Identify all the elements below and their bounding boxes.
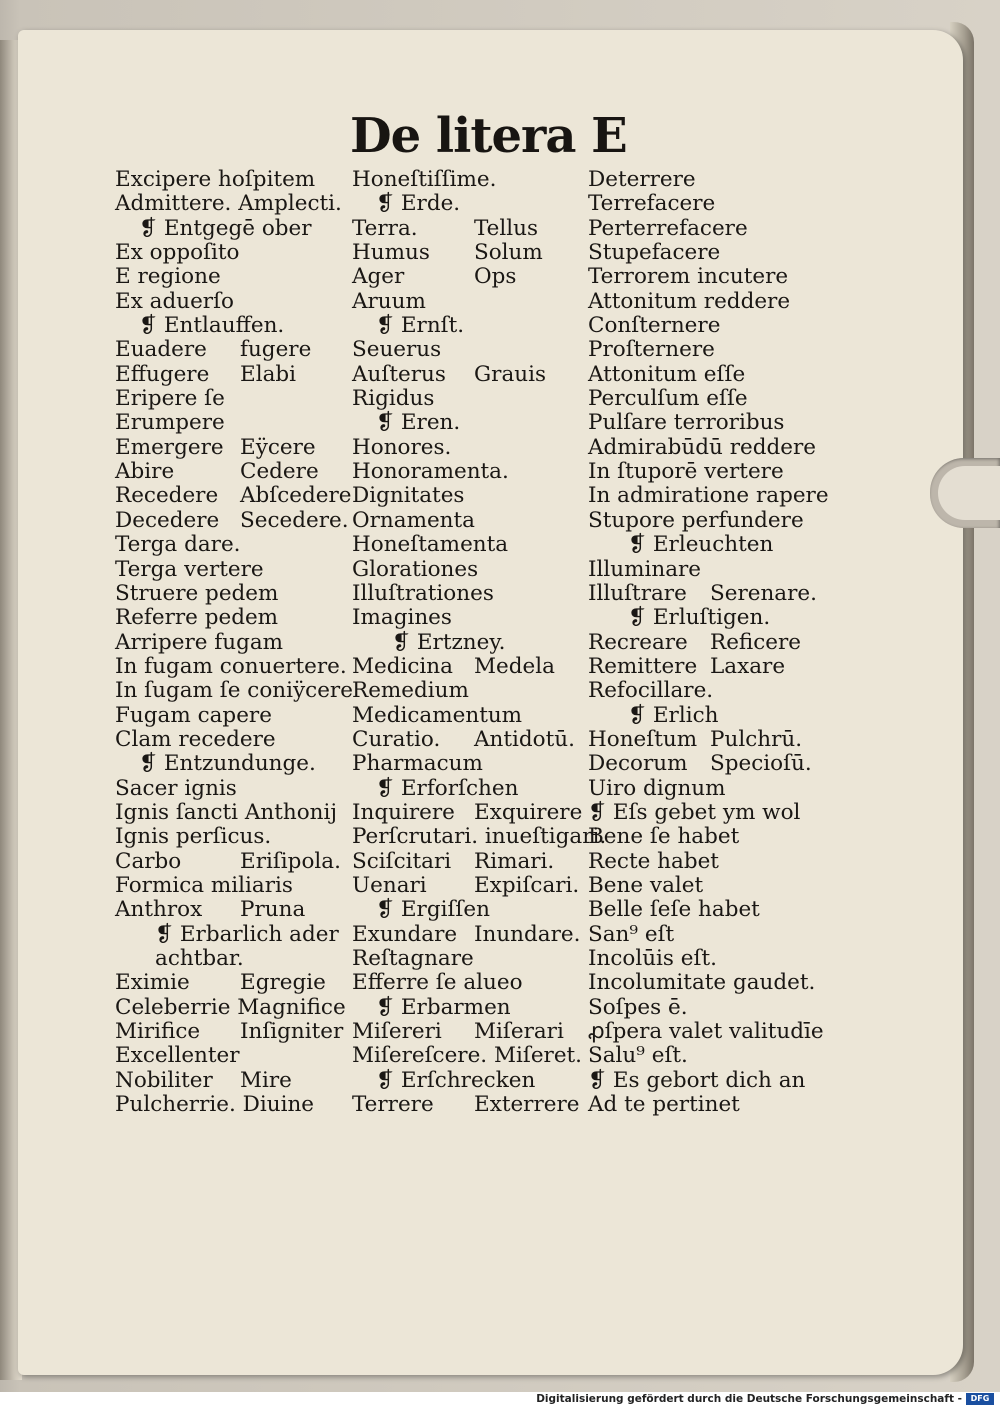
entry-text: Uiro dignum	[588, 775, 726, 801]
text-line	[352, 1044, 592, 1068]
text-line	[352, 217, 592, 241]
entry-text: Medicamentum	[352, 702, 523, 728]
entry-text: Pulſare terroribus	[588, 410, 785, 436]
text-line	[352, 460, 592, 484]
entry-text: Erumpere	[115, 410, 225, 436]
text-line	[352, 192, 592, 216]
text-line	[115, 582, 355, 606]
text-line	[588, 338, 828, 362]
text-line	[588, 411, 828, 435]
text-line	[588, 1093, 828, 1117]
text-line	[115, 679, 355, 703]
entry-text: Euadere	[115, 337, 207, 363]
entry-text: Bene valet	[588, 872, 704, 898]
text-line	[115, 655, 355, 679]
entry-text: Incolūis eſt.	[588, 946, 717, 971]
bookmark-tab	[930, 458, 1000, 528]
text-line	[115, 217, 355, 241]
entry-text: ❡ Ernſt.	[376, 313, 465, 339]
text-line	[352, 631, 592, 655]
entry-text-second: Inſigniter	[240, 1019, 344, 1045]
entry-text: ꝓſpera valet valitudīe	[588, 1019, 824, 1045]
text-line	[588, 996, 828, 1020]
text-line	[588, 850, 828, 874]
text-line	[115, 1044, 355, 1068]
text-line	[115, 411, 355, 435]
text-line	[352, 606, 592, 630]
entry-text: ❡ Erbarlich ader	[155, 921, 339, 947]
entry-text: Seuerus	[352, 337, 442, 363]
entry-text: Perculſum eſſe	[588, 386, 748, 412]
entry-text: Arripere fugam	[115, 629, 284, 655]
entry-text: Stupefacere	[588, 240, 721, 266]
entry-text-second: Grauis	[474, 361, 547, 387]
text-line	[352, 265, 592, 289]
entry-text: Rigidus	[352, 386, 435, 412]
entry-text: Conſternere	[588, 313, 721, 339]
text-line	[115, 168, 355, 192]
text-line	[115, 558, 355, 582]
entry-text: E regione	[115, 264, 221, 290]
text-line	[352, 801, 592, 825]
entry-text: ❡ Entgegē ober	[139, 215, 312, 241]
entry-text: Ornamenta	[352, 507, 475, 533]
entry-text: ❡ Erluſtigen.	[628, 605, 771, 631]
text-line	[352, 582, 592, 606]
entry-text: In fugam conuertere.	[115, 653, 347, 679]
entry-text: Stupore perfundere	[588, 507, 804, 533]
entry-text-second: Serenare.	[710, 580, 817, 606]
text-line	[115, 825, 355, 849]
entry-text: Admittere. Amplecti.	[115, 191, 342, 217]
entry-text: Terra.	[352, 215, 418, 241]
entry-text: Recreare	[588, 629, 688, 655]
entry-text: Glorationes	[352, 556, 479, 582]
text-line	[588, 241, 828, 265]
text-line	[115, 874, 355, 898]
entry-text-second: Eÿcere	[240, 434, 316, 460]
entry-text: Struere pedem	[115, 580, 279, 606]
entry-text: In ſtuporē vertere	[588, 459, 784, 485]
text-line	[115, 996, 355, 1020]
text-line	[352, 824, 607, 850]
text-line	[352, 436, 592, 460]
text-line	[588, 290, 828, 314]
text-line	[115, 777, 355, 801]
entry-text: ❡ Erde.	[376, 191, 461, 217]
text-line	[352, 484, 592, 508]
entry-text: Excipere hoſpitem	[115, 167, 316, 192]
entry-text: Perterrefacere	[588, 215, 748, 241]
entry-text: San⁹ eſt	[588, 921, 675, 947]
text-line	[115, 971, 355, 995]
entry-text: ❡ Erlich	[628, 702, 719, 728]
text-line	[115, 533, 355, 557]
text-line	[588, 947, 828, 971]
entry-text: ❡ Erleuchten	[628, 532, 774, 558]
text-line	[352, 971, 592, 995]
text-line	[588, 874, 828, 898]
entry-text: Incolumitate gaudet.	[588, 970, 816, 996]
text-line	[352, 850, 592, 874]
entry-text: Refocillare.	[588, 678, 714, 704]
text-line	[352, 874, 592, 898]
entry-text: Remittere	[588, 653, 698, 679]
entry-text: ❡ Erbarmen	[376, 994, 511, 1020]
entry-text: ❡ Entlauffen.	[139, 313, 285, 339]
entry-text-second: Medela	[474, 653, 555, 679]
entry-text: Attonitum eſſe	[588, 361, 746, 387]
text-line	[588, 387, 828, 411]
text-line	[588, 436, 828, 460]
text-line	[352, 387, 592, 411]
page-title: De litera E	[350, 108, 627, 164]
entry-text: ❡ Entzundunge.	[139, 751, 316, 777]
text-line	[352, 290, 592, 314]
text-line	[588, 777, 828, 801]
entry-text-second: Miſerari	[474, 1019, 564, 1045]
entry-text: Fugam capere	[115, 702, 272, 728]
text-line	[352, 411, 592, 435]
entry-text: ❡ Es gebort dich an	[588, 1067, 806, 1093]
entry-text: Honeſtum	[588, 726, 698, 752]
text-line	[588, 558, 828, 582]
text-line	[352, 923, 592, 947]
text-line	[115, 704, 355, 728]
entry-text: Dignitates	[352, 483, 465, 509]
entry-text-second: Pulchrū.	[710, 726, 803, 752]
text-line	[352, 509, 592, 533]
entry-text: Ad te pertinet	[588, 1092, 740, 1118]
entry-text: Terga vertere	[115, 556, 264, 582]
entry-text: Sacer ignis	[115, 775, 237, 801]
entry-text: Recte habet	[588, 848, 719, 874]
text-line	[115, 947, 355, 971]
entry-text: Honeſtamenta	[352, 532, 509, 558]
text-line	[588, 825, 828, 849]
footer-credit: Digitalisierung gefördert durch die Deutsche Forschungsgemeinschaft -	[536, 1393, 962, 1405]
text-line	[352, 1069, 592, 1093]
text-line	[352, 1020, 592, 1044]
entry-text: Inquirere	[352, 799, 455, 825]
entry-text-second: Abſcedere	[240, 483, 352, 509]
text-line	[352, 752, 592, 776]
entry-text: ❡ Erſchrecken	[376, 1067, 536, 1093]
text-line	[352, 533, 592, 557]
dfg-logo: DFG	[966, 1393, 994, 1405]
entry-text-second: Ops	[474, 264, 517, 290]
entry-text: Ignis ſancti Anthonij	[115, 799, 338, 825]
text-line	[352, 363, 592, 387]
entry-text: Auſterus	[352, 361, 446, 387]
text-line	[115, 898, 355, 922]
entry-text-second: Tellus	[474, 215, 539, 241]
text-line	[115, 606, 355, 630]
entry-text: Decedere	[115, 507, 220, 533]
text-line	[352, 777, 592, 801]
entry-text: Honores.	[352, 434, 452, 460]
entry-text-second: fugere	[240, 337, 312, 363]
text-line	[352, 679, 592, 703]
text-line	[115, 631, 355, 655]
entry-text-second: Exquirere	[474, 799, 583, 825]
text-line	[588, 582, 828, 606]
entry-text: Miſereſcere. Miſeret.	[352, 1043, 583, 1069]
text-line	[588, 1044, 828, 1068]
text-line	[352, 338, 592, 362]
entry-text-second: Rimari.	[474, 848, 555, 874]
text-line	[115, 290, 355, 314]
text-line	[115, 1069, 355, 1093]
text-line	[588, 1069, 828, 1093]
text-line	[588, 314, 828, 338]
entry-text: Honoramenta.	[352, 459, 509, 485]
entry-text: Pulcherrie. Diuine	[115, 1092, 315, 1118]
entry-text-second: Expiſcari.	[474, 872, 580, 898]
entry-text: Nobiliter	[115, 1067, 213, 1093]
text-line	[588, 217, 828, 241]
text-line	[352, 655, 592, 679]
text-line	[588, 168, 828, 192]
entry-text-second: Inundare.	[474, 921, 581, 947]
entry-text: Illuminare	[588, 556, 702, 582]
entry-text: Anthrox	[115, 897, 203, 923]
entry-text: Salu⁹ eſt.	[588, 1043, 688, 1069]
text-line	[352, 728, 592, 752]
entry-text: ❡ Eren.	[376, 410, 461, 436]
entry-text: ❡ Eſs gebet ym wol	[588, 799, 801, 825]
entry-text: Ex oppoſito	[115, 240, 240, 266]
entry-text: Referre pedem	[115, 605, 279, 631]
column-2	[352, 167, 607, 1118]
entry-text: Clam recedere	[115, 726, 276, 752]
text-line	[588, 533, 828, 557]
entry-text-second: Egregie	[240, 970, 326, 996]
text-line	[352, 704, 592, 728]
text-line	[115, 1020, 355, 1044]
entry-text: Formica miliaris	[115, 872, 293, 898]
text-line	[352, 168, 592, 192]
entry-text: Pharmacum	[352, 751, 483, 777]
text-line	[588, 679, 828, 703]
text-line	[352, 947, 592, 971]
entry-text-second: Antidotū.	[474, 726, 575, 752]
text-line	[588, 898, 828, 922]
text-line	[588, 606, 828, 630]
entry-text: Emergere	[115, 434, 224, 460]
entry-text: Ignis perſicus.	[115, 824, 272, 850]
entry-text: Humus	[352, 240, 430, 266]
entry-text: Belle ſeſe habet	[588, 897, 760, 923]
entry-text: Deterrere	[588, 167, 696, 192]
text-line	[115, 265, 355, 289]
text-line	[115, 387, 355, 411]
entry-text: ❡ Ertzney.	[392, 629, 506, 655]
entry-text: Abire	[115, 459, 175, 485]
entry-text: Imagines	[352, 605, 452, 631]
entry-text: Terga dare.	[115, 532, 241, 558]
entry-text: Curatio.	[352, 726, 441, 752]
entry-text: Proſternere	[588, 337, 715, 363]
text-line	[352, 996, 592, 1020]
text-line	[352, 241, 592, 265]
entry-text: Terrefacere	[588, 191, 716, 217]
entry-text: Reſtagnare	[352, 946, 474, 971]
text-line	[115, 436, 355, 460]
text-line	[588, 363, 828, 387]
entry-text: Uenari	[352, 872, 427, 898]
entry-text-second: Specioſū.	[710, 751, 812, 777]
text-line	[588, 655, 828, 679]
entry-text-second: Solum	[474, 240, 543, 266]
text-line	[115, 363, 355, 387]
entry-text-second: Reficere	[710, 629, 802, 655]
entry-text: Ex aduerſo	[115, 288, 234, 314]
text-line	[352, 558, 592, 582]
entry-text-second: Eriſipola.	[240, 848, 341, 874]
text-line	[115, 801, 355, 825]
entry-text: ❡ Erforſchen	[376, 775, 519, 801]
entry-text-second: Pruna	[240, 897, 306, 923]
text-line	[352, 1093, 592, 1117]
entry-text: Aruum	[352, 288, 426, 314]
text-line	[588, 484, 828, 508]
text-line	[115, 728, 355, 752]
entry-text: Effugere	[115, 361, 210, 387]
entry-text: Exundare	[352, 921, 458, 947]
text-line	[588, 192, 828, 216]
text-line	[588, 509, 828, 533]
text-line	[115, 314, 355, 338]
text-line	[115, 752, 355, 776]
entry-text: Attonitum reddere	[588, 288, 791, 314]
text-line	[588, 265, 828, 289]
text-line	[115, 338, 355, 362]
text-line	[588, 728, 828, 752]
entry-text: Honeſtiſſime.	[352, 167, 497, 192]
entry-text: Decorum	[588, 751, 688, 777]
entry-text: Mirifice	[115, 1019, 201, 1045]
entry-text: Ager	[352, 264, 405, 290]
entry-text: Celeberrie Magnifice	[115, 994, 346, 1020]
text-line	[115, 460, 355, 484]
column-3	[588, 168, 828, 1117]
entry-text: Illuſtrationes	[352, 580, 494, 606]
text-line	[588, 631, 828, 655]
text-line	[352, 898, 592, 922]
entry-text: Bene ſe habet	[588, 824, 740, 850]
entry-text-second: Elabi	[240, 361, 297, 387]
entry-text: In ſugam ſe coniÿcere	[115, 678, 353, 704]
entry-text: Perſcrutari. inueſtigari.	[352, 824, 607, 850]
entry-text: Illuſtrare	[588, 580, 687, 606]
entry-text: Terrorem incutere	[588, 264, 789, 290]
entry-text: Eximie	[115, 970, 190, 996]
entry-text: Carbo	[115, 848, 182, 874]
entry-text: In admiratione rapere	[588, 483, 829, 509]
text-line	[115, 850, 355, 874]
text-line	[352, 314, 592, 338]
entry-text-second: Laxare	[710, 653, 786, 679]
text-line	[588, 923, 828, 947]
entry-text: Soſpes ē.	[588, 994, 688, 1020]
entry-text: Miſereri	[352, 1019, 442, 1045]
entry-text: Excellenter	[115, 1043, 240, 1069]
entry-text-second: Cedere	[240, 459, 319, 485]
text-line	[588, 971, 828, 995]
entry-text: Medicina	[352, 653, 453, 679]
text-line	[115, 484, 355, 508]
entry-text: Admirabūdū reddere	[588, 434, 816, 460]
entry-text: Remedium	[352, 678, 469, 704]
text-line	[588, 460, 828, 484]
entry-text: ❡ Ergiſſen	[376, 897, 490, 923]
entry-text-second: Mire	[240, 1067, 292, 1093]
text-line	[588, 704, 828, 728]
text-line	[115, 241, 355, 265]
text-line	[115, 1093, 355, 1117]
entry-text: achtbar.	[155, 946, 244, 971]
entry-text: Eripere ſe	[115, 386, 225, 412]
text-line	[115, 509, 355, 533]
entry-text: Recedere	[115, 483, 219, 509]
entry-text: Terrere	[352, 1092, 434, 1118]
text-line	[115, 923, 355, 947]
text-line	[588, 801, 828, 825]
text-line	[115, 192, 355, 216]
entry-text-second: Exterrere	[474, 1092, 580, 1118]
text-line	[588, 1020, 828, 1044]
entry-text: Sciſcitari	[352, 848, 452, 874]
text-line	[588, 752, 828, 776]
entry-text-second: Secedere.	[240, 507, 349, 533]
column-1	[115, 168, 355, 1117]
entry-text: Efferre ſe alueo	[352, 970, 523, 996]
